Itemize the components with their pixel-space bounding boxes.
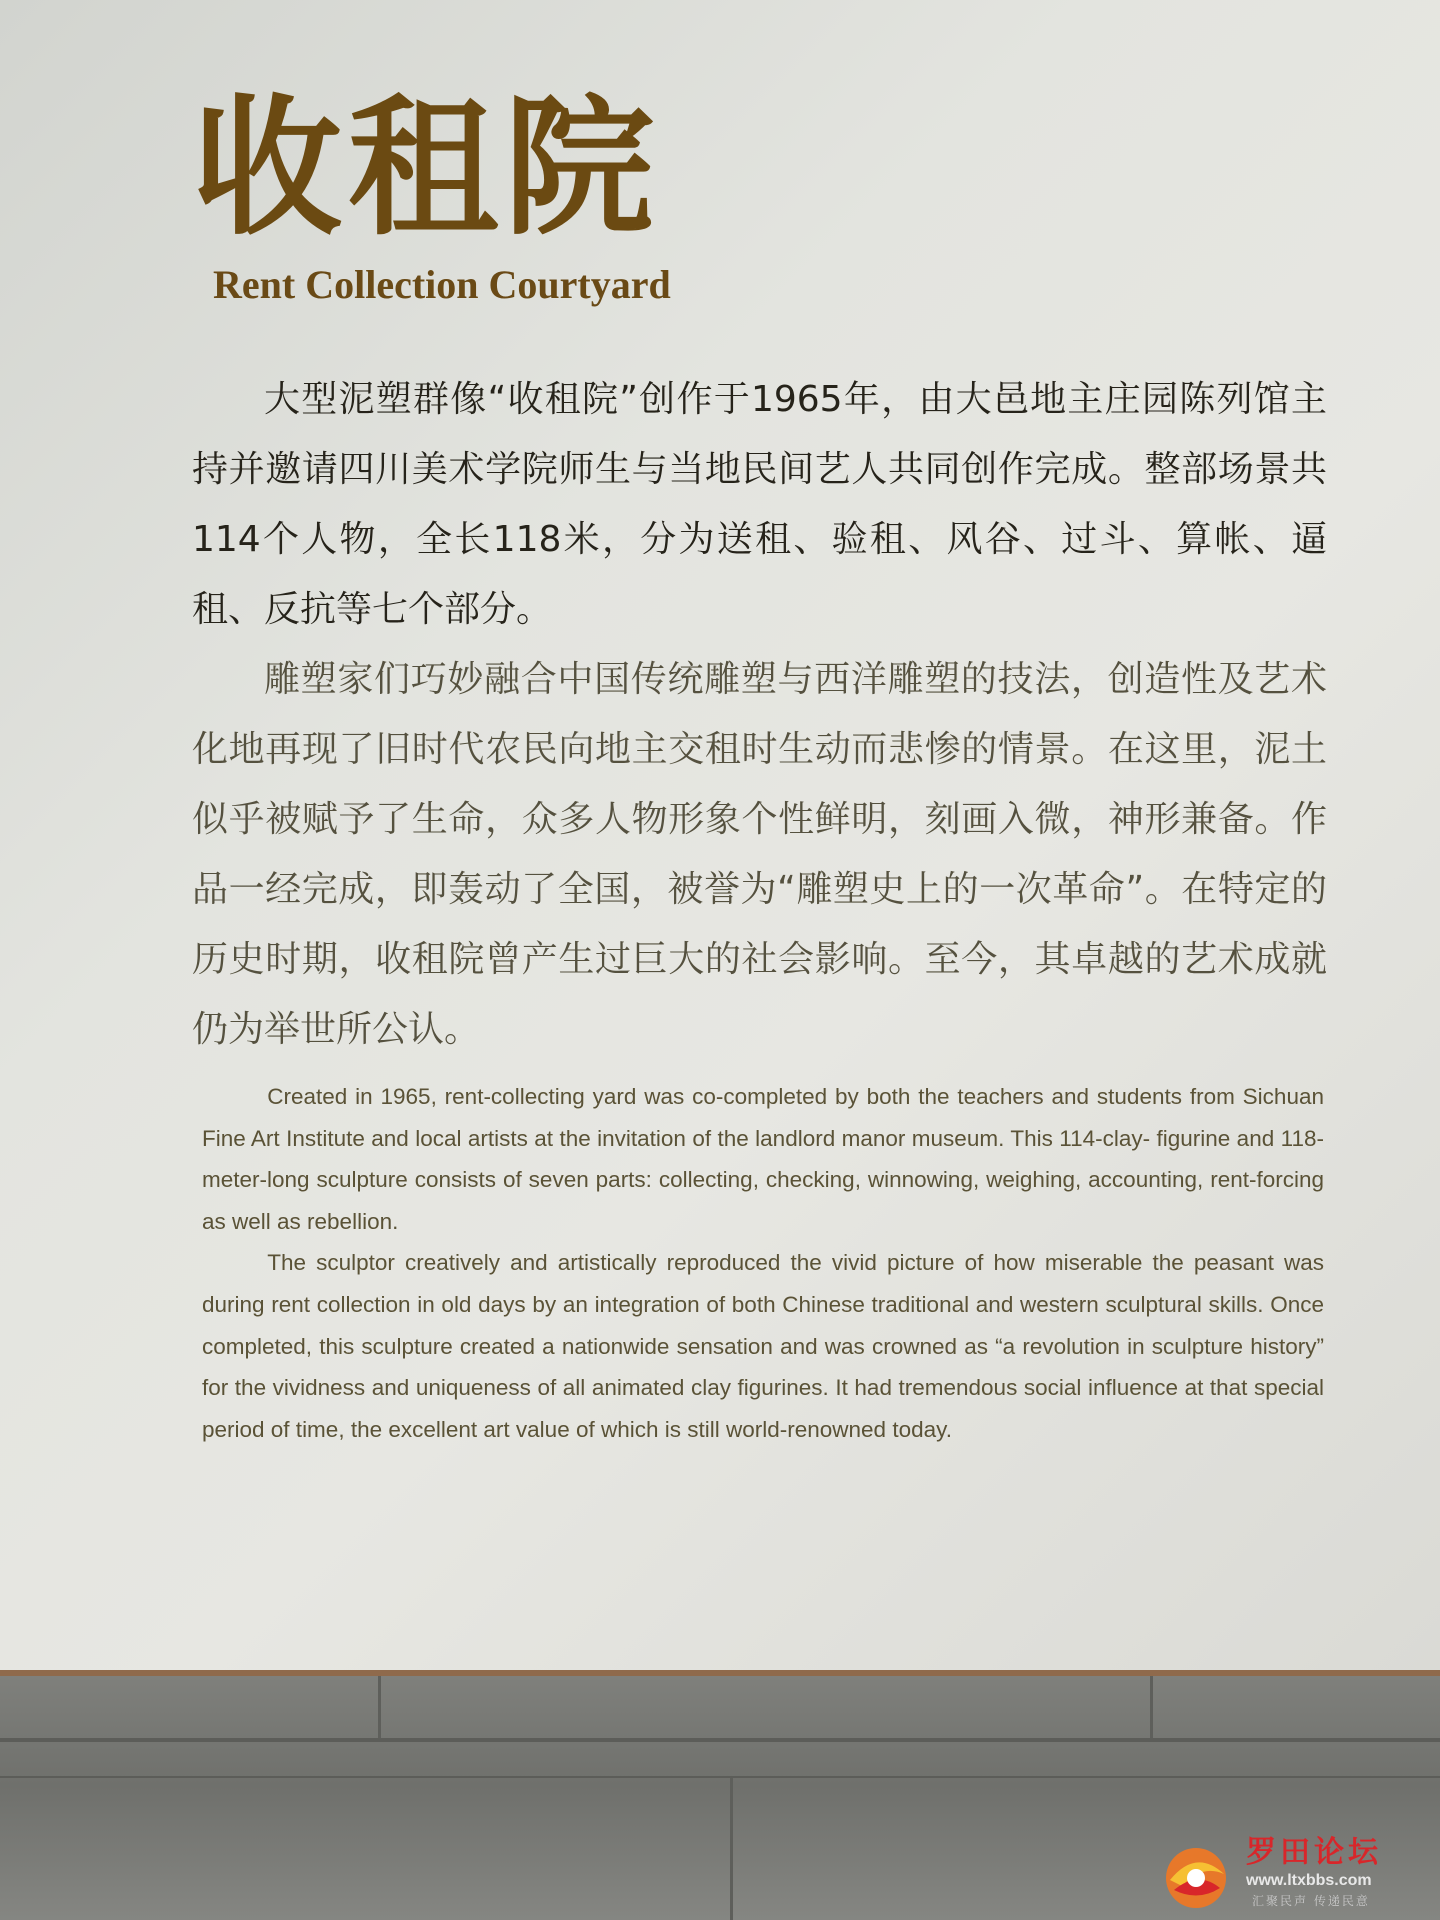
english-paragraph-2: The sculptor creatively and artistically reproduced the vivid picture of how miserable the peasant was during rent collection in old days by an integration of both Chinese traditional and western sculptural skills. Once completed, this sculpture created a nationwide sensation and was crowned as “a revolution in sculpture history” for the vividness and uniqueness of all animated clay figurines. It had tremendous social influence at that special period of time, the excellent art value of which is still world-renowned today. (202, 1250, 1324, 1442)
title-chinese: 收租院 (192, 80, 661, 256)
wall-ledge (0, 1738, 1440, 1742)
chinese-description (192, 365, 1327, 1065)
forum-logo-icon (1158, 1840, 1234, 1912)
watermark-slogan: 汇聚民声 传递民意 (1252, 1894, 1370, 1908)
wall-joint (378, 1676, 381, 1738)
wall-seam (0, 1776, 1440, 1778)
watermark-url: www.ltxbbs.com (1246, 1872, 1372, 1889)
wall-joint (1150, 1676, 1153, 1738)
chinese-paragraph-2: 雕塑家们巧妙融合中国传统雕塑与西洋雕塑的技法，创造性及艺术化地再现了旧时代农民向地主交租时生动而悲惨的情景。在这里，泥土似乎被赋予了生命，众多人物形象个性鲜明，刻画入微，神形兼备。作品一经完成，即轰动了全国，被誉为“雕塑史上的一次革命”。在特定的历史时期，收租院曾产生过巨大的社会影响。至今，其卓越的艺术成就仍为举世所公认。 (192, 659, 1327, 1050)
chinese-paragraph-1: 大型泥塑群像“收租院”创作于1965年，由大邑地主庄园陈列馆主持并邀请四川美术学院师生与当地民间艺人共同创作完成。整部场景共114个人物，全长118米，分为送租、验租、风谷、过斗、算帐、逼租、反抗等七个部分。 (192, 379, 1327, 630)
english-description (202, 1076, 1324, 1450)
english-paragraph-1: Created in 1965, rent-collecting yard was co-completed by both the teachers and students from Sichuan Fine Art Institute and local artists at the invitation of the landlord manor museum. This 114-clay- figurine and 118-meter-long sculpture consists of seven parts: collecting, checking, winnowing, weighing, accounting, rent-forcing as well as rebellion. (202, 1084, 1324, 1234)
forum-watermark (1158, 1836, 1428, 1916)
title-english: Rent Collection Courtyard (213, 262, 671, 307)
watermark-title: 罗田论坛 (1246, 1835, 1382, 1870)
wall-joint (730, 1778, 733, 1920)
